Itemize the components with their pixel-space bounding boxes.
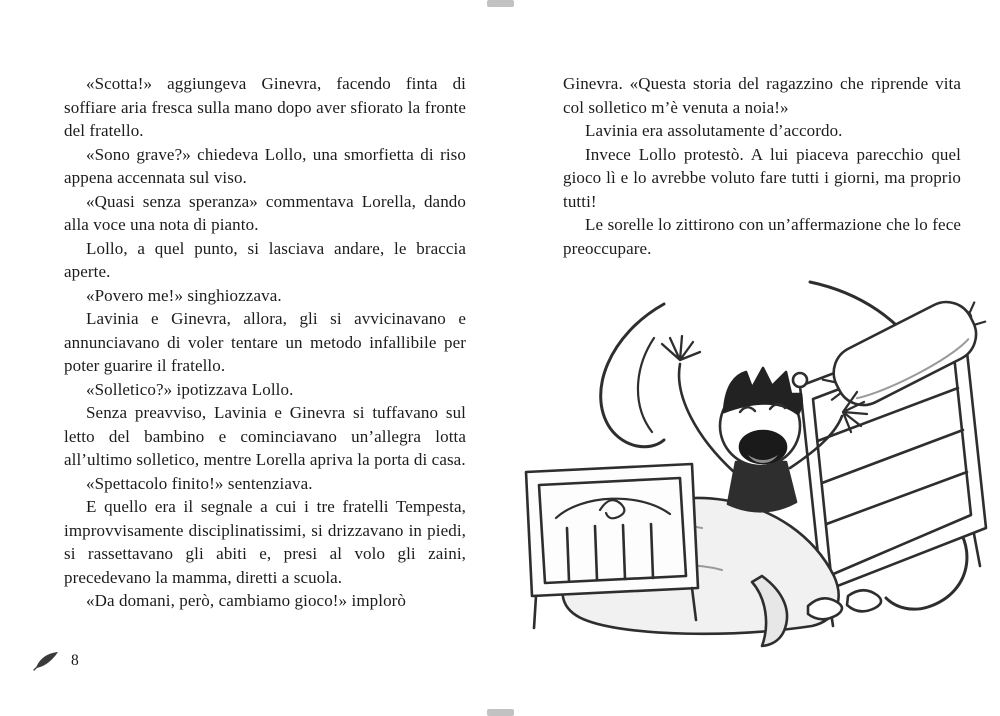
page-number: 8 — [71, 651, 79, 669]
page-left — [64, 72, 466, 613]
paragraph: Le sorelle lo zittirono con un’affermazione che lo fece preoccupare. — [563, 215, 961, 258]
paragraph: Lavinia era assolutamente d’accordo. — [585, 121, 843, 140]
spine-mark-top — [487, 0, 514, 7]
paragraph: Lavinia e Ginevra, allora, gli si avvicinavano e annunciavano di voler tentare un metodo infallibile per poter guarire il fratello. — [64, 309, 466, 375]
paragraph: Ginevra. «Questa storia del ragazzino che riprende vita col solletico m’è venuta a noia!» — [563, 74, 961, 117]
spine-mark-bottom — [487, 709, 514, 716]
page-footer — [33, 650, 79, 671]
page-right — [563, 72, 961, 260]
paragraph: «Quasi senza speranza» commentava Lorella, dando alla voce una nota di pianto. — [64, 191, 466, 234]
swirl-left — [601, 304, 664, 447]
swirl-hand-left — [638, 338, 654, 432]
paragraph: Invece Lollo protestò. A lui piaceva parecchio quel gioco lì e lo avrebbe voluto fare tutti i giorni, ma proprio tutti! — [563, 144, 961, 211]
paragraph: Senza preavviso, Lavinia e Ginevra si tuffavano sul letto del bambino e cominciavano un’allegra lotta all’ultimo solletico, mentre Lorella apriva la porta di casa. — [64, 403, 466, 469]
quill-icon — [33, 650, 60, 671]
paragraph: Lollo, a quel punto, si lasciava andare, le braccia aperte. — [64, 238, 466, 281]
paragraph: «Spettacolo finito!» sentenziava. — [86, 473, 313, 493]
illustration-tickle-scene — [512, 276, 990, 648]
paragraph: E quello era il segnale a cui i tre fratelli Tempesta, improvvisamente disciplinatissimi, si drizzavano in piedi, si rassettavano gli abiti e, presi al volo gli zaini, precedevano la mamma, diretti a scuola. — [64, 497, 466, 587]
paragraph: «Sono grave?» chiedeva Lollo, una smorfietta di riso appena accennata sul viso. — [64, 144, 466, 187]
paragraph: «Povero me!» singhiozzava. — [86, 285, 282, 305]
paragraph: «Da domani, però, cambiamo gioco!» implorò — [86, 591, 407, 610]
paragraph: «Solletico?» ipotizzava Lollo. — [86, 379, 294, 399]
paragraph: «Scotta!» aggiungeva Ginevra, facendo finta di soffiare aria fresca sulla mano dopo aver sfiorato la fronte del fratello. — [64, 74, 466, 140]
